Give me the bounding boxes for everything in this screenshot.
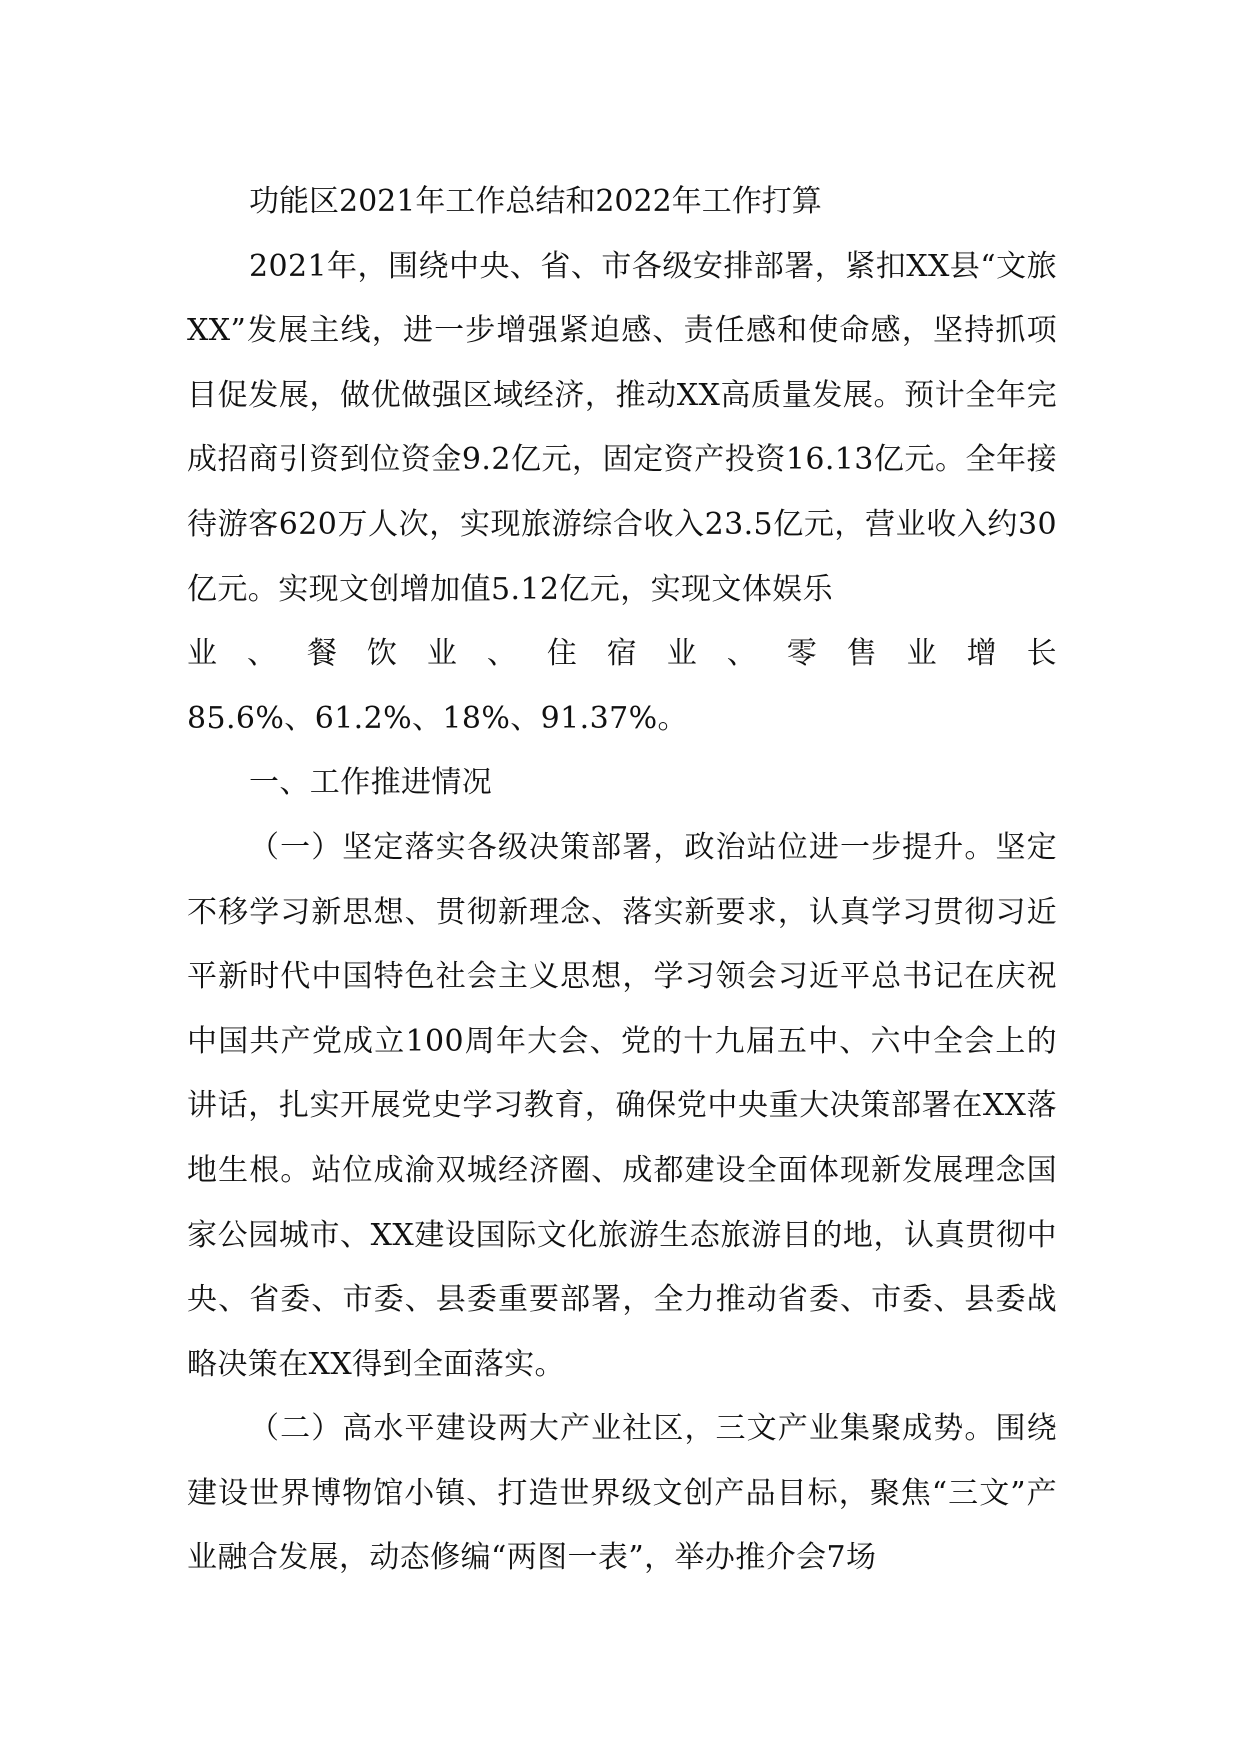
intro-spread-char: 业: [426, 636, 458, 672]
section-heading: 一、工作推进情况: [249, 765, 493, 801]
intro-spread-char: 业: [187, 636, 218, 672]
intro-spread-char: 业: [906, 636, 938, 672]
intro-spread-char: 宿: [606, 636, 638, 672]
intro-spread-char: 售: [846, 636, 878, 672]
intro-spread-char: 、: [486, 636, 518, 672]
document-body: [187, 170, 1057, 1591]
intro-text: 2021年，围绕中央、省、市各级安排部署，紧扣XX县“文旅XX”发展主线，进一步增强紧迫感、责任感和使命感，坚持抓项目促发展，做优做强区域经济，推动XX高质量发展。预计全年完成招商引资到位资金9.2亿元，固定资产投资16.13亿元。全年接待游客620万人次，实现旅游综合收入23.5亿元，营业收入约30亿元。实现文创增加值5.12亿元，实现文体娱乐: [187, 248, 1057, 607]
intro-stats-line: 85.6%、61.2%、18%、91.37%。: [187, 700, 688, 736]
intro-spread-char: 业: [666, 636, 698, 672]
intro-spread-char: 、: [726, 636, 758, 672]
intro-spread-char: 住: [546, 636, 578, 672]
intro-paragraph: [187, 235, 1057, 623]
intro-spread-char: 增: [966, 636, 997, 672]
intro-spread-line: [187, 622, 1057, 687]
intro-spread-char: 长: [1026, 636, 1057, 672]
intro-spread-char: 饮: [366, 636, 398, 672]
paragraph-1: （一）坚定落实各级决策部署，政治站位进一步提升。坚定不移学习新思想、贯彻新理念、落实新要求，认真学习贯彻习近平新时代中国特色社会主义思想，学习领会习近平总书记在庆祝中国共产党成立100周年大会、党的十九届五中、六中全会上的讲话，扎实开展党史学习教育，确保党中央重大决策部署在XX落地生根。站位成渝双城经济圈、成都建设全面体现新发展理念国家公园城市、XX建设国际文化旅游生态旅游目的地，认真贯彻中央、省委、市委、县委重要部署，全力推动省委、市委、县委战略决策在XX得到全面落实。: [187, 829, 1057, 1382]
paragraph-2: （二）高水平建设两大产业社区，三文产业集聚成势。围绕建设世界博物馆小镇、打造世界级文创产品目标，聚焦“三文”产业融合发展，动态修编“两图一表”，举办推介会7场: [187, 1411, 1057, 1576]
intro-spread-char: 零: [786, 636, 818, 672]
document-title: 功能区2021年工作总结和2022年工作打算: [249, 184, 822, 219]
intro-spread-char: 餐: [306, 636, 338, 672]
intro-spread-char: 、: [246, 636, 278, 672]
